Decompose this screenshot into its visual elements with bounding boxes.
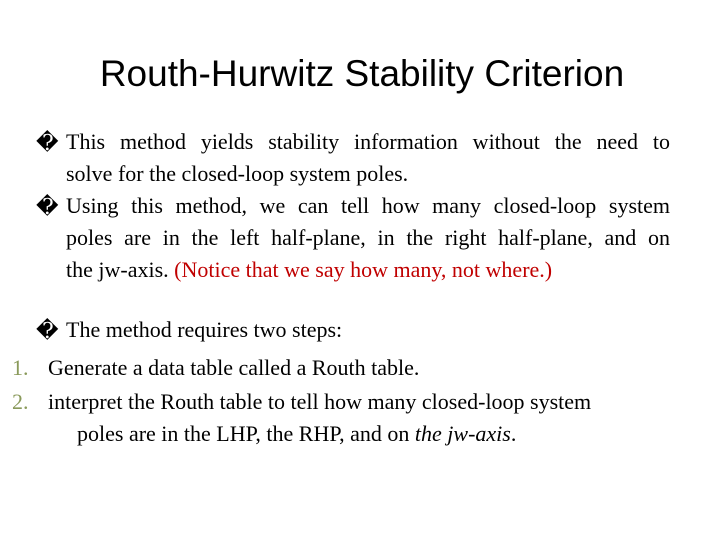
jw-axis-emphasis: the jw-axis: [414, 421, 511, 446]
list-item: [12, 352, 672, 384]
paragraph-line: [36, 314, 670, 346]
paragraph-text: The method requires two steps:: [66, 317, 343, 342]
list-number: 1.: [12, 355, 29, 380]
list-item-text: .: [510, 421, 517, 446]
steps-list: [12, 352, 672, 450]
paragraph-steps-intro: [36, 314, 670, 346]
paragraph-line: [36, 254, 670, 286]
list-number: 2.: [12, 389, 29, 414]
slide-title: Routh-Hurwitz Stability Criterion: [99, 53, 625, 94]
paragraph-using-method: [36, 190, 670, 286]
list-item-text: poles are in the LHP, the RHP, and on: [77, 421, 415, 446]
paragraph-line: [36, 190, 670, 222]
paragraph-text: Using this method, we can tell how many closed-loop system: [66, 193, 670, 218]
paragraph-text: This method yields stability information without the need to: [66, 129, 670, 154]
list-item: [12, 386, 672, 418]
bullet-icon: �: [36, 318, 59, 343]
bullet-icon: �: [36, 194, 59, 219]
list-item-text: interpret the Routh table to tell how many closed-loop system: [48, 389, 592, 414]
notice-emphasis-text: (Notice that we say how many, not where.): [174, 257, 553, 282]
paragraph-line: poles are in the left half-plane, in the right half-plane, and on: [66, 225, 670, 250]
list-item-text: Generate a data table called a Routh table.: [48, 355, 420, 380]
list-item-continuation: [12, 418, 672, 450]
paragraph-method-intro: [36, 126, 670, 190]
paragraph-line: [36, 126, 670, 158]
paragraph-text: the jw-axis.: [66, 257, 175, 282]
paragraph-line: solve for the closed-loop system poles.: [66, 161, 409, 186]
bullet-icon: �: [36, 130, 59, 155]
